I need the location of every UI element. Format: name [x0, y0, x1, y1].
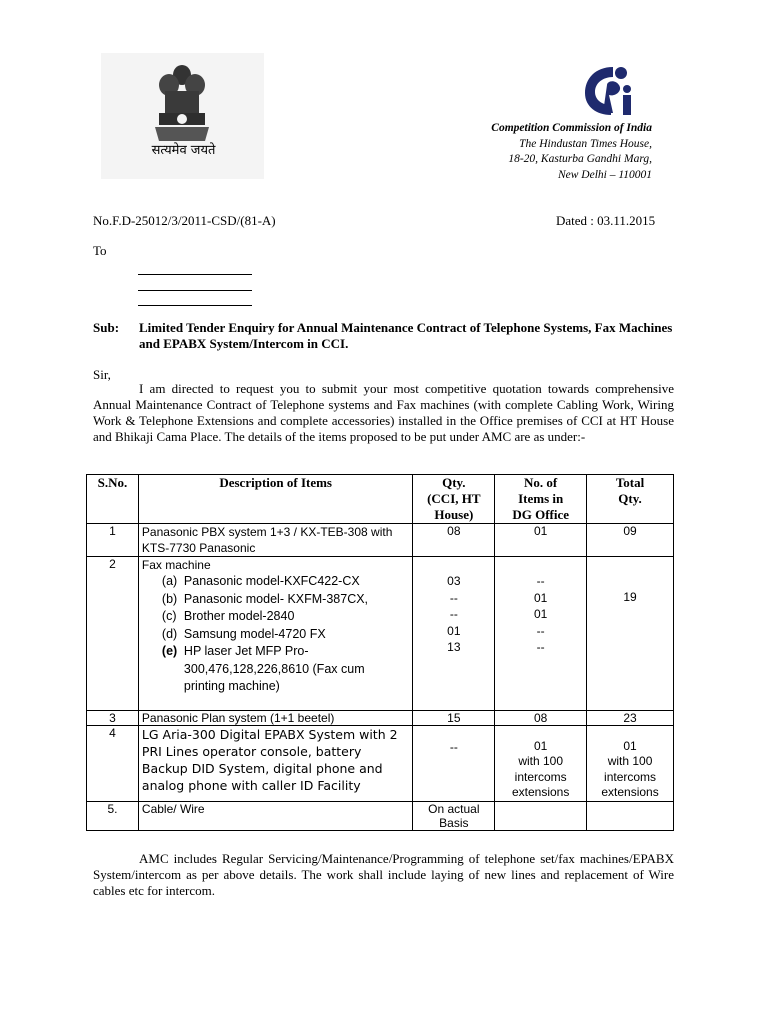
- row-qty: 08: [413, 524, 495, 557]
- list-text: Panasonic model-KXFC422-CX: [183, 574, 360, 588]
- list-item: [162, 573, 410, 591]
- dg-line: 01: [533, 738, 548, 753]
- row-total: 09: [587, 524, 674, 557]
- list-item: [162, 643, 410, 696]
- list-item: [162, 626, 410, 644]
- header-dg-line: DG Office: [512, 507, 569, 522]
- body-text: I am directed to request you to submit your most competitive quotation towards comprehensive Annual Maintenance Contract of Telephone systems and Fax machines (with complete Cabling Work, Wiring Work & Telephone Extensions and complete accessories) installed in the Office premises of CCI at HT House and Bhikaji Cama Place. The details of the items proposed to be put under AMC are as under:-: [93, 381, 674, 444]
- row-title: Fax machine: [141, 558, 211, 572]
- row-description: Panasonic PBX system 1+3 / KX-TEB-308 with KTS-7730 Panasonic: [138, 524, 413, 557]
- list-text: Brother model-2840: [183, 609, 295, 623]
- table-row: [87, 524, 674, 557]
- list-text: Panasonic model- KXFM-387CX,: [183, 591, 369, 606]
- lion-capital-icon: [149, 61, 215, 143]
- dg-line: extensions: [511, 785, 570, 799]
- list-label: (c): [161, 609, 177, 623]
- dg-value: --: [536, 623, 545, 638]
- header-qty-line: House): [434, 507, 474, 522]
- row-total: 19: [587, 557, 674, 711]
- list-label: (a): [161, 574, 178, 588]
- subject-label: Sub:: [93, 320, 120, 335]
- row-sno: 5.: [87, 801, 139, 830]
- row-qty: [413, 557, 495, 711]
- body-paragraph: [93, 381, 674, 445]
- salutation: Sir,: [93, 367, 111, 382]
- dg-value: 01: [533, 590, 548, 605]
- sender-address: [491, 121, 652, 183]
- qty-value: --: [449, 590, 458, 605]
- row-qty: --: [413, 725, 495, 801]
- row-sno: 1: [87, 524, 139, 557]
- list-text: Samsung model-4720 FX: [183, 626, 326, 641]
- row-description: [138, 557, 413, 711]
- reference-number: No.F.D-25012/3/2011-CSD/(81-A): [93, 213, 276, 228]
- header-description: Description of Items: [138, 475, 413, 524]
- total-line: with 100: [607, 754, 653, 768]
- dg-line: with 100: [518, 754, 564, 768]
- list-text-continued: printing machine): [183, 679, 280, 693]
- qty-value: 13: [447, 640, 461, 654]
- letter-date: Dated : 03.11.2015: [556, 213, 656, 228]
- total-line: 01: [623, 738, 637, 753]
- row-qty: 15: [413, 710, 495, 725]
- address-line: New Delhi – 110001: [557, 168, 652, 181]
- qty-value: 03: [447, 574, 461, 588]
- cci-logo: [583, 63, 643, 122]
- org-name: Competition Commission of India: [491, 122, 652, 134]
- row-dg: [495, 557, 587, 711]
- row-description: Panasonic Plan system (1+1 beetel): [138, 710, 413, 725]
- header-dg-line: No. of: [524, 475, 558, 490]
- row-total: [587, 725, 674, 801]
- addressee-blank-line: [138, 274, 252, 275]
- row-sno: 3: [87, 710, 139, 725]
- addressee-blank-line: [138, 305, 252, 306]
- list-item: [162, 608, 410, 626]
- dg-value: --: [536, 574, 545, 588]
- table-row: [87, 801, 674, 830]
- list-label: (d): [161, 626, 178, 641]
- list-label: (b): [161, 591, 178, 606]
- list-item: [162, 591, 410, 609]
- row-dg: [495, 725, 587, 801]
- header-sno: S.No.: [87, 475, 139, 524]
- row-qty: [413, 801, 495, 830]
- qty-line: On actual: [428, 801, 480, 816]
- header-total-line: Qty.: [618, 491, 642, 506]
- header-qty: [413, 475, 495, 524]
- row-sno: 2: [87, 557, 139, 711]
- dg-line: intercoms: [514, 769, 567, 784]
- fax-list: [162, 573, 410, 696]
- row-total: 23: [587, 710, 674, 725]
- qty-value: --: [449, 607, 458, 621]
- header-dg-line: Items in: [518, 491, 564, 506]
- dg-value: --: [536, 640, 545, 654]
- subject-text: Limited Tender Enquiry for Annual Maintenance Contract of Telephone Systems, Fax Machines and EPABX System/Intercom in CCI.: [139, 320, 673, 351]
- address-line: The Hindustan Times House,: [519, 137, 652, 150]
- row-dg: [495, 801, 587, 830]
- list-text-continued: 300,476,128,226,8610 (Fax cum: [183, 661, 365, 676]
- emblem-motto: सत्यमेव जयते: [151, 143, 216, 158]
- table-row: [87, 725, 674, 801]
- row-sno: 4: [87, 725, 139, 801]
- row-description: Cable/ Wire: [138, 801, 413, 830]
- amc-items-table: [86, 474, 674, 831]
- qty-line: Basis: [439, 815, 469, 830]
- addressee-blank-line: [138, 290, 252, 291]
- list-text: HP laser Jet MFP Pro-: [183, 644, 309, 658]
- row-description: LG Aria-300 Digital EPABX System with 2 PRI Lines operator console, battery Backup DID System, digital phone and analog phone with caller ID Facility: [138, 725, 413, 801]
- header-total: [587, 475, 674, 524]
- cci-logo-icon: [583, 63, 643, 117]
- header-qty-line: (CCI, HT: [427, 491, 481, 506]
- table-row: [87, 710, 674, 725]
- row-dg: 01: [495, 524, 587, 557]
- table-row: [87, 557, 674, 711]
- total-line: extensions: [601, 785, 659, 799]
- amc-paragraph: [93, 851, 674, 899]
- total-line: intercoms: [604, 769, 657, 784]
- national-emblem: [101, 53, 264, 179]
- address-line: 18-20, Kasturba Gandhi Marg,: [508, 153, 652, 165]
- header-total-line: Total: [615, 475, 645, 490]
- row-dg: 08: [495, 710, 587, 725]
- header-dg-office: [495, 475, 587, 524]
- table-header-row: [87, 475, 674, 524]
- body-text: AMC includes Regular Servicing/Maintenance/Programming of telephone set/fax machines/EPABX System/intercom as per above details. The work shall include laying of new lines and replacement of Wire cables etc for intercom.: [93, 851, 674, 898]
- qty-value: 01: [447, 623, 461, 638]
- row-total: [587, 801, 674, 830]
- dg-value: 01: [533, 607, 548, 621]
- header-qty-line: Qty.: [442, 475, 466, 490]
- list-label: (e): [161, 644, 178, 658]
- to-label: To: [93, 243, 107, 258]
